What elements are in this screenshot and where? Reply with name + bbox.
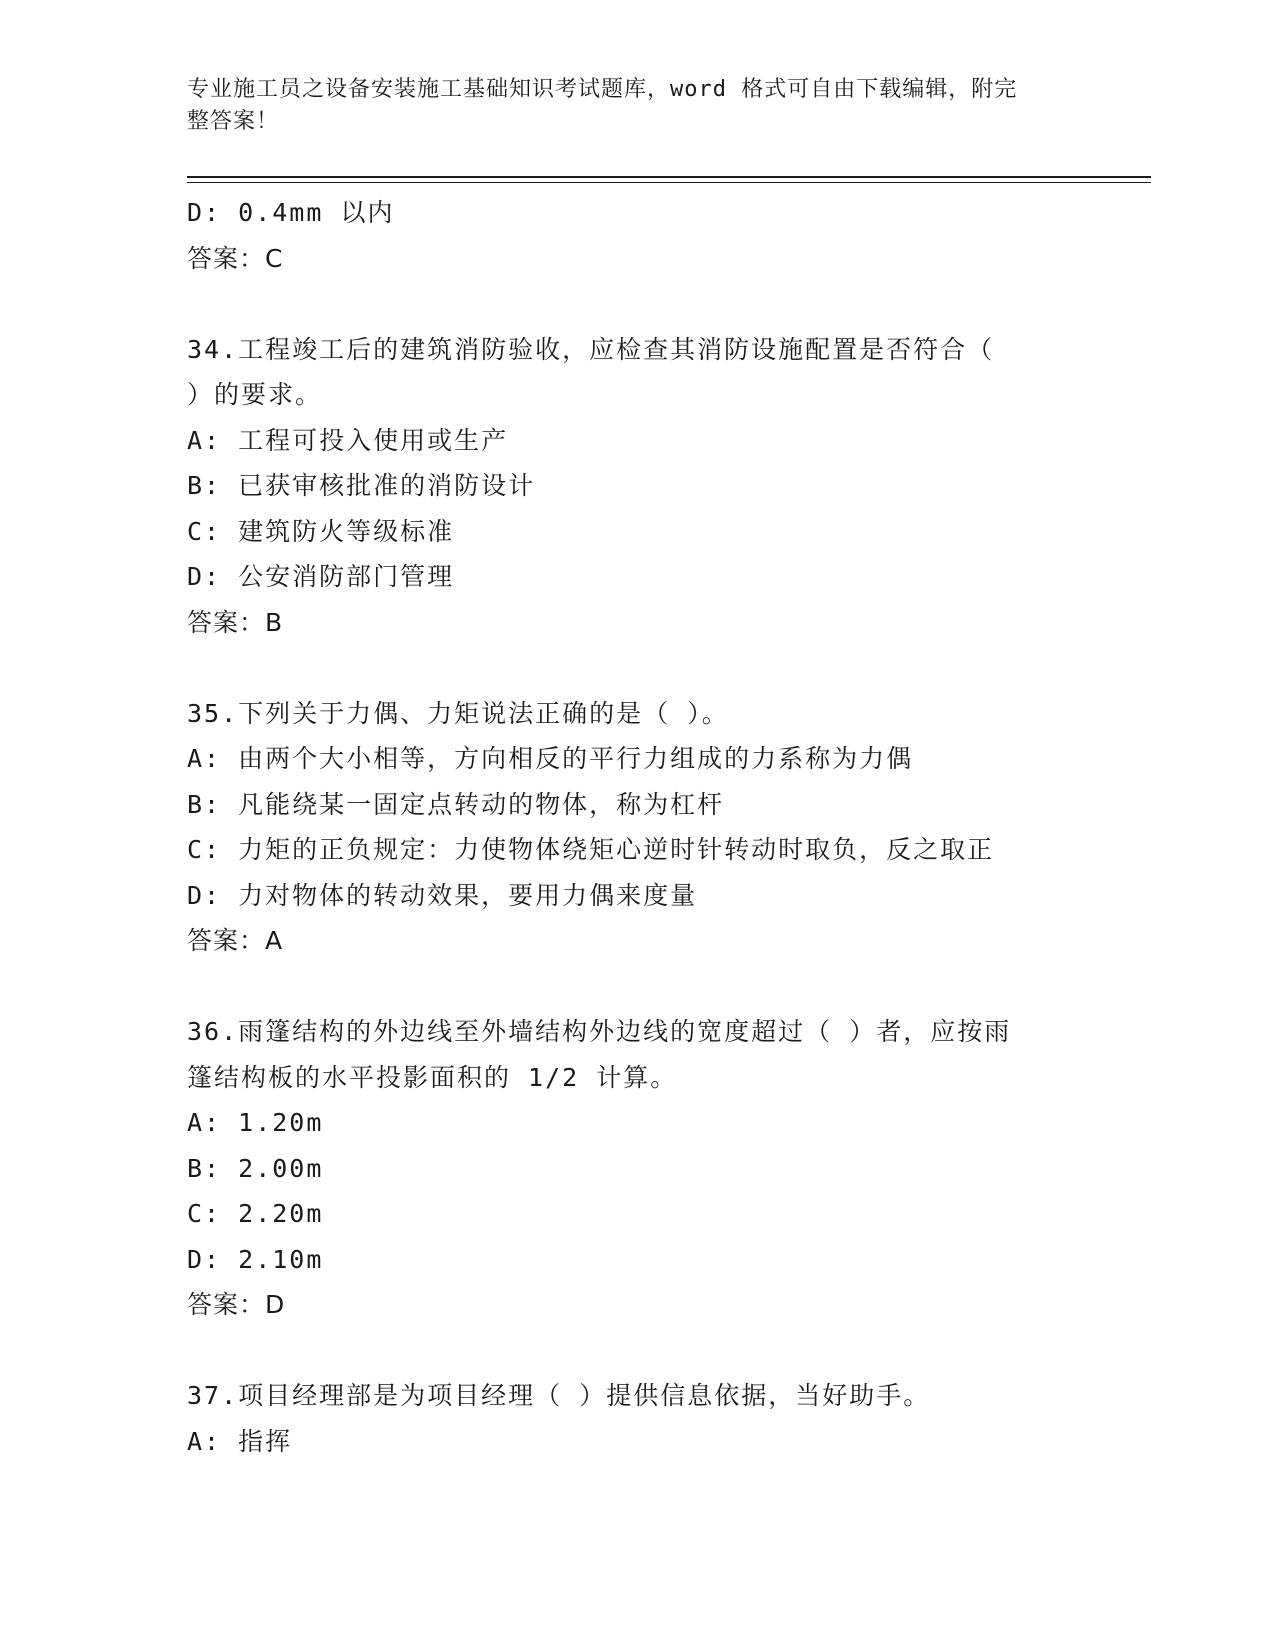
option-c: C: 建筑防火等级标准 <box>187 516 455 546</box>
option-a: A: 1.20m <box>187 1108 324 1137</box>
spacer <box>187 1328 1087 1374</box>
question-stem-continued: 篷结构板的水平投影面积的 1/2 计算。 <box>187 1062 678 1092</box>
header-divider-thin <box>187 182 1151 183</box>
spacer <box>187 645 1087 691</box>
spacer <box>187 281 1087 327</box>
option-d: D: 力对物体的转动效果，要用力偶来度量 <box>187 880 698 910</box>
question-34 <box>187 327 1087 646</box>
header-title-line-1: 专业施工员之设备安装施工基础知识考试题库，word 格式可自由下载编辑，附完 <box>187 77 1018 102</box>
answer-label: 答案：B <box>187 607 284 637</box>
header-divider-thick <box>187 176 1151 178</box>
document-header <box>187 74 1087 138</box>
answer-label: 答案：C <box>187 243 284 273</box>
question-stem: 36.雨篷结构的外边线至外墙结构外边线的宽度超过（ ）者，应按雨 <box>187 1017 1012 1046</box>
question-33-tail <box>187 190 1087 281</box>
header-title-line-2: 整答案！ <box>187 109 280 134</box>
option-d: D: 2.10m <box>187 1244 324 1274</box>
question-36 <box>187 1009 1087 1328</box>
question-list <box>187 190 1087 1464</box>
option-b: B: 2.00m <box>187 1153 324 1183</box>
option-a: A: 由两个大小相等，方向相反的平行力组成的力系称为力偶 <box>187 744 914 773</box>
option-b: B: 已获审核批准的消防设计 <box>187 471 536 500</box>
question-stem-continued: ）的要求。 <box>187 380 323 409</box>
option-b: B: 凡能绕某一固定点转动的物体，称为杠杆 <box>187 789 725 819</box>
option-a: A: 指挥 <box>187 1426 293 1456</box>
spacer <box>187 964 1087 1010</box>
option-d: D: 0.4mm 以内 <box>187 198 395 227</box>
answer-label: 答案：D <box>187 1290 286 1319</box>
option-c: C: 2.20m <box>187 1199 324 1228</box>
answer-label: 答案：A <box>187 926 284 955</box>
question-stem: 34.工程竣工后的建筑消防验收，应检查其消防设施配置是否符合（ <box>187 334 995 364</box>
option-d: D: 公安消防部门管理 <box>187 562 455 591</box>
question-stem: 35.下列关于力偶、力矩说法正确的是（ ）。 <box>187 698 729 728</box>
option-a: A: 工程可投入使用或生产 <box>187 425 509 455</box>
question-stem: 37.项目经理部是为项目经理（ ）提供信息依据，当好助手。 <box>187 1381 931 1410</box>
option-c: C: 力矩的正负规定：力使物体绕矩心逆时针转动时取负，反之取正 <box>187 835 995 864</box>
question-37 <box>187 1373 1087 1464</box>
question-35 <box>187 691 1087 964</box>
